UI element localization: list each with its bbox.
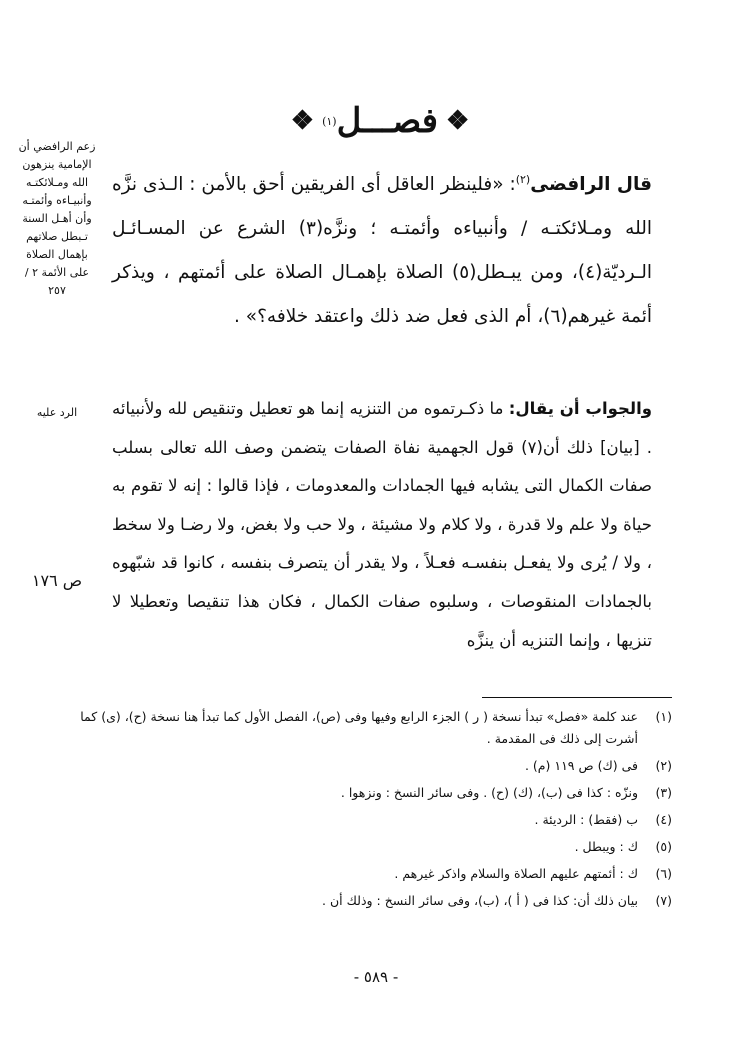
footnote-6 [80,863,672,885]
footnote-number: (٦) [655,866,672,881]
footnote-number: (٧) [655,893,672,908]
heading-title: فصـــل [336,101,438,141]
footnote-2 [80,755,672,777]
margin-note-page-ref: ص ١٧٦ [31,571,83,590]
footnote-text: ك : ويبطل . [574,839,638,854]
footnote-3 [80,782,672,804]
page-number: - ٥٨٩ - [353,968,399,986]
footnote-number: (٣) [655,785,672,800]
paragraph1-text: : «فلينظر العاقل أى الفريقين أحق بالأمن : الـذى نزَّه الله ومـلائكتـه / وأنبياءه وأئمتـه ؛ ونزَّه(٣) الشرع عن المسـائـل الـرديّة(٤)، ومن يبـطل(٥) الصلاة بإهمـال الصلاة على أئمتهم ، ويذكر أئمة غيرهم(٦)، أم الذى فعل ضد ذلك واعتقد خلافه؟» . [112,174,652,328]
footnote-number: (١) [655,709,672,724]
footnotes [80,706,672,917]
ornament-right-icon: ❖ [445,106,470,136]
footnote-number: (٤) [655,812,672,827]
ornament-left-icon: ❖ [290,106,315,136]
heading-footnote-ref: (١) [322,114,337,128]
footnote-7 [80,890,672,912]
footnote-text: ونزّه : كذا فى (ب)، (ك) (ح) . وفى سائر النسخ : ونزهوا . [340,785,638,800]
footnote-separator [482,697,672,698]
paragraph2-text: ما ذكـرتموه من التنزيه إنما هو تعطيل وتنقيص لله ولأنبيائه . [بيان] ذلك أن(٧) قول الجهمية نفاة الصفات يتضمن وصف الله تعالى بسلب صفات الكمال التى يشابه فيها الجمادات والمعدومات ، فإذا قالوا : إنه لا تقوم به حياة ولا علم ولا قدرة ، ولا كلام ولا مشيئة ، ولا حب ولا بغض، ولا رضـا ولا سخط ، ولا / يُرى ولا يفعـل بنفسـه فعـلاً ، ولا يقدر أن يتصرف بنفسه ، كانوا قد شبّهوه بالجمادات المنقوصات ، وسلبوه صفات الكمال ، فكان هذا تنقيصا وتعطيلا لا تنزيها ، وإنما التنزيه أن ينزَّه [112,399,652,650]
paragraph-response [112,390,652,660]
paragraph1-lead: قال الرافضى [530,174,653,196]
footnote-4 [80,809,672,831]
paragraph-rafidi-claim [112,158,652,339]
footnote-text: ب (فقط) : الرديئة . [534,812,638,827]
footnote-text: عند كلمة «فصل» تبدأ نسخة ( ر ) الجزء الرابع وفيها وفى (ص)، الفصل الأول كما تبدأ هنا نسخة (ح)، (ى) كما أشرت إلى ذلك فى المقدمة . [80,709,638,746]
footnote-text: فى (ك) ص ١١٩ (م) . [524,758,638,773]
footnote-number: (٥) [655,839,672,854]
footnote-5 [80,836,672,858]
section-heading [260,96,500,146]
paragraph1-footnote-ref: (٢) [515,173,531,186]
footnote-text: ك : أئمتهم عليهم الصلاة والسلام واذكر غيرهم . [394,866,638,881]
margin-note-response: الرد عليه [36,406,78,419]
paragraph2-lead: والجواب أن يقال: [508,399,652,418]
footnote-number: (٢) [655,758,672,773]
footnote-1 [80,706,672,750]
margin-note-claim: زعم الرافضي أن الإمامية ينزهون الله ومـلائكتـه وأنبيـاءه وأئمتـه وأن أهـل السنة تـبطل صلاتهم بإهمال الصلاة على الأئمة ٢ /٢٥٧ [18,140,96,297]
footnote-text: بيان ذلك أن: كذا فى ( أ )، (ب)، وفى سائر النسخ : وذلك أن . [322,893,638,908]
